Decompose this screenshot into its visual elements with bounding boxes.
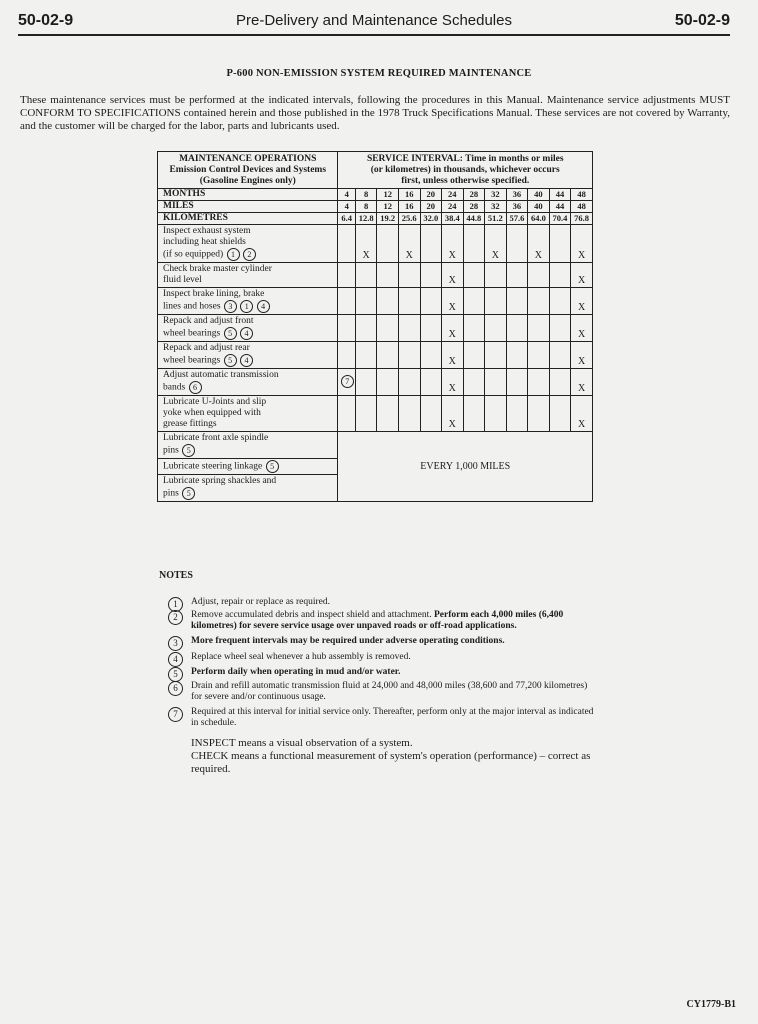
interval-value: 57.6 (506, 213, 528, 225)
note-reference-circle: 3 (224, 300, 237, 313)
note-text (191, 681, 596, 703)
interval-header-line: (or kilometres) in thousands, whichever occurs (370, 164, 560, 175)
interval-mark: X (528, 225, 550, 263)
operation-line: Repack and adjust rear (163, 343, 250, 353)
operation-line: Inspect exhaust system (163, 226, 251, 236)
note-text-plain: Adjust, repair or replace as required. (191, 597, 331, 607)
note-reference-circle: 5 (224, 327, 237, 340)
operation-row (158, 342, 593, 369)
interval-mark (420, 369, 442, 396)
lube-operation-row (158, 432, 593, 459)
note-number-circle: 5 (168, 667, 183, 682)
note-text-bold: Perform each 4,000 miles (6,400 kilometres) for severe service usage over unpaved roads or off-road applications. (191, 610, 564, 631)
operation-name (158, 263, 338, 288)
interval-mark (398, 342, 420, 369)
operation-line (163, 354, 332, 367)
note-number-circle: 1 (168, 597, 183, 612)
interval-mark (549, 263, 571, 288)
operation-name (158, 288, 338, 315)
note-number-circle: 2 (168, 610, 183, 625)
ops-header-line: MAINTENANCE OPERATIONS (179, 153, 317, 164)
operation-line: Lubricate U-Joints and slip (163, 397, 267, 407)
interval-mark (420, 263, 442, 288)
interval-mark (506, 396, 528, 432)
interval-mark (398, 396, 420, 432)
note-reference-circle: 2 (243, 248, 256, 261)
interval-mark (420, 288, 442, 315)
interval-mark (463, 369, 485, 396)
interval-mark (338, 396, 355, 432)
interval-value: 12 (377, 189, 399, 201)
interval-mark (463, 396, 485, 432)
interval-value: 12.8 (355, 213, 377, 225)
operation-name (158, 432, 338, 459)
interval-mark (485, 288, 507, 315)
operation-name (158, 396, 338, 432)
header-title: Pre-Delivery and Maintenance Schedules (236, 12, 512, 29)
footer-code: CY1779-B1 (686, 999, 736, 1010)
operation-line: Adjust automatic transmission (163, 370, 279, 380)
interval-mark: X (571, 342, 593, 369)
interval-value: 44.8 (463, 213, 485, 225)
operation-name (158, 459, 338, 475)
operation-line-text: grease fittings (163, 419, 217, 429)
operation-line (163, 460, 332, 473)
page-number-left: 50-02-9 (18, 12, 74, 29)
interval-row (158, 189, 593, 201)
interval-value: 16 (398, 189, 420, 201)
interval-value: 24 (442, 201, 464, 213)
maintenance-schedule-table (157, 151, 593, 502)
interval-mark: X (442, 396, 464, 432)
note-text (191, 707, 596, 729)
note-reference-circle: 6 (189, 381, 202, 394)
interval-mark (338, 369, 355, 396)
every-1000-miles-cell: EVERY 1,000 MILES (338, 432, 593, 502)
note-reference-circle: 1 (240, 300, 253, 313)
interval-header-cell (338, 152, 593, 189)
interval-mark: X (442, 225, 464, 263)
note-reference-circle: 5 (182, 444, 195, 457)
note-reference-circle: 5 (266, 460, 279, 473)
operation-row (158, 315, 593, 342)
interval-value: 32.0 (420, 213, 442, 225)
operation-row (158, 225, 593, 263)
operation-line: yoke when equipped with (163, 408, 261, 418)
interval-mark (355, 315, 377, 342)
interval-value: 24 (442, 189, 464, 201)
interval-mark: X (571, 315, 593, 342)
interval-value: 20 (420, 201, 442, 213)
note-text-plain: Required at this interval for initial service only. Thereafter, perform only at the major interval as indicated in schedule. (191, 707, 594, 728)
note-text (191, 652, 596, 663)
interval-value: 51.2 (485, 213, 507, 225)
interval-mark: X (571, 263, 593, 288)
operation-line-text: wheel bearings (163, 328, 221, 339)
interval-mark (485, 263, 507, 288)
operation-line (163, 381, 332, 394)
note-reference-circle: 1 (227, 248, 240, 261)
interval-value: 4 (338, 201, 355, 213)
interval-mark: X (571, 396, 593, 432)
ops-header-cell (158, 152, 338, 189)
interval-mark (528, 396, 550, 432)
interval-mark (377, 315, 399, 342)
interval-mark (463, 288, 485, 315)
interval-value: 8 (355, 189, 377, 201)
operation-line-text: bands (163, 382, 186, 393)
interval-mark (355, 288, 377, 315)
note-text (191, 610, 596, 632)
note-text (191, 667, 596, 678)
operation-line-text: Lubricate spring shackles and (163, 476, 277, 486)
interval-mark (549, 315, 571, 342)
interval-value: 20 (420, 189, 442, 201)
operation-row (158, 288, 593, 315)
operation-line: including heat shields (163, 237, 246, 247)
note-reference-circle: 4 (240, 354, 253, 367)
interval-mark: X (571, 225, 593, 263)
interval-mark (398, 263, 420, 288)
operation-line-text: fluid level (163, 275, 202, 285)
interval-mark: X (442, 288, 464, 315)
notes-title: NOTES (159, 570, 193, 581)
interval-mark (420, 225, 442, 263)
interval-mark (485, 369, 507, 396)
interval-value: 64.0 (528, 213, 550, 225)
interval-mark (506, 263, 528, 288)
note-reference-circle: 4 (240, 327, 253, 340)
note-text (191, 597, 596, 608)
interval-mark (549, 396, 571, 432)
interval-mark (485, 396, 507, 432)
operation-line (163, 433, 332, 444)
interval-value: 16 (398, 201, 420, 213)
operation-name (158, 342, 338, 369)
note-text-plain: Remove accumulated debris and inspect shield and attachment. (191, 610, 434, 620)
interval-mark: X (571, 288, 593, 315)
interval-mark (506, 342, 528, 369)
interval-mark: X (442, 342, 464, 369)
interval-mark (528, 288, 550, 315)
interval-row-label: MONTHS (158, 189, 338, 201)
note-text-plain: Replace wheel seal whenever a hub assembly is removed. (191, 652, 411, 662)
interval-mark (485, 315, 507, 342)
interval-row (158, 213, 593, 225)
definition-inspect: INSPECT means a visual observation of a system. (191, 737, 413, 749)
interval-mark (377, 369, 399, 396)
interval-mark (549, 369, 571, 396)
operation-line: Repack and adjust front (163, 316, 254, 326)
interval-mark (420, 315, 442, 342)
interval-mark (528, 315, 550, 342)
interval-row (158, 201, 593, 213)
operation-line-text: Lubricate steering linkage (163, 461, 263, 472)
interval-mark (549, 342, 571, 369)
operation-line (163, 419, 332, 430)
interval-mark (463, 315, 485, 342)
interval-value: 4 (338, 189, 355, 201)
note-reference-circle: 5 (224, 354, 237, 367)
interval-value: 36 (506, 189, 528, 201)
interval-value: 48 (571, 201, 593, 213)
interval-mark: X (442, 369, 464, 396)
interval-mark: X (571, 369, 593, 396)
interval-mark (355, 396, 377, 432)
interval-value: 40 (528, 189, 550, 201)
interval-mark: X (398, 225, 420, 263)
operation-row (158, 396, 593, 432)
interval-mark (338, 263, 355, 288)
interval-mark: X (485, 225, 507, 263)
operation-line (163, 476, 332, 487)
interval-mark (485, 342, 507, 369)
interval-mark (528, 369, 550, 396)
interval-mark (355, 342, 377, 369)
interval-mark (355, 369, 377, 396)
interval-value: 25.6 (398, 213, 420, 225)
interval-mark (377, 396, 399, 432)
interval-mark (338, 288, 355, 315)
interval-mark (463, 342, 485, 369)
interval-mark (528, 263, 550, 288)
operation-line (163, 300, 332, 313)
interval-mark (549, 288, 571, 315)
note-text-bold: More frequent intervals may be required under adverse operating conditions. (191, 636, 505, 646)
interval-value: 76.8 (571, 213, 593, 225)
interval-value: 44 (549, 201, 571, 213)
operation-line (163, 327, 332, 340)
interval-mark (398, 369, 420, 396)
interval-value: 19.2 (377, 213, 399, 225)
interval-row-label: MILES (158, 201, 338, 213)
section-title: P-600 NON-EMISSION SYSTEM REQUIRED MAINTENANCE (226, 68, 532, 79)
ops-header-line: (Gasoline Engines only) (199, 175, 296, 186)
interval-value: 6.4 (338, 213, 355, 225)
operation-row (158, 263, 593, 288)
page-number-right: 50-02-9 (674, 12, 730, 29)
intro-paragraph: These maintenance services must be performed at the indicated intervals, following the procedures in this Manual. Maintenance service adjustments MUST CONFORM TO SPECIFICATIONS contained herein and those published in the 1978 Truck Specifications Manual. These services are not covered by Warranty, and the customer will be charged for the labor, parts and lubricants used. (20, 94, 730, 132)
interval-value: 12 (377, 201, 399, 213)
operation-line-text: Lubricate front axle spindle (163, 433, 269, 443)
operation-name (158, 369, 338, 396)
operation-line-text: (if so equipped) (163, 249, 224, 260)
note-text (191, 636, 596, 647)
interval-mark (420, 396, 442, 432)
definition-check: CHECK means a functional measurement of system's operation (performance) – correct as required. (191, 750, 591, 775)
interval-value: 8 (355, 201, 377, 213)
interval-value: 44 (549, 189, 571, 201)
operation-line (163, 248, 332, 261)
note-number-circle: 7 (168, 707, 183, 722)
operation-line-text: pins (163, 488, 179, 499)
interval-mark (506, 225, 528, 263)
interval-mark (338, 315, 355, 342)
interval-mark (338, 342, 355, 369)
operation-line (163, 444, 332, 457)
note-reference-circle: 5 (182, 487, 195, 500)
page-header (18, 10, 730, 36)
note-number-circle: 4 (168, 652, 183, 667)
interval-mark (420, 342, 442, 369)
interval-header-line: SERVICE INTERVAL: Time in months or miles (366, 153, 564, 164)
interval-mark (506, 315, 528, 342)
interval-value: 36 (506, 201, 528, 213)
interval-value: 28 (463, 189, 485, 201)
interval-mark (463, 263, 485, 288)
interval-mark (506, 369, 528, 396)
operation-line (163, 487, 332, 500)
note-text-plain: Drain and refill automatic transmission fluid at 24,000 and 48,000 miles (38,600 and 77,200 kilometres) for severe and/or continuous usage. (191, 681, 588, 702)
interval-mark: X (442, 315, 464, 342)
interval-mark (398, 315, 420, 342)
note-number-circle: 6 (168, 681, 183, 696)
operation-line-text: lines and hoses (163, 301, 221, 312)
operation-line: Inspect brake lining, brake (163, 289, 265, 299)
operation-name (158, 225, 338, 263)
interval-value: 48 (571, 189, 593, 201)
interval-value: 38.4 (442, 213, 464, 225)
interval-value: 32 (485, 189, 507, 201)
operation-line-text: pins (163, 445, 179, 456)
operation-line-text: wheel bearings (163, 355, 221, 366)
ops-header-line: Emission Control Devices and Systems (169, 164, 327, 175)
operation-line (163, 275, 332, 286)
interval-mark (463, 225, 485, 263)
interval-header-line: first, unless otherwise specified. (401, 175, 530, 186)
note-reference-circle: 7 (341, 375, 354, 388)
interval-value: 70.4 (549, 213, 571, 225)
interval-mark: X (355, 225, 377, 263)
operation-name (158, 315, 338, 342)
operation-name (158, 475, 338, 502)
interval-row-label: KILOMETRES (158, 213, 338, 225)
interval-mark (377, 342, 399, 369)
interval-mark (528, 342, 550, 369)
interval-value: 40 (528, 201, 550, 213)
interval-mark (355, 263, 377, 288)
interval-mark (398, 288, 420, 315)
interval-mark (377, 263, 399, 288)
interval-mark (338, 225, 355, 263)
operation-line: Check brake master cylinder (163, 264, 272, 274)
interval-mark: X (442, 263, 464, 288)
operation-row (158, 369, 593, 396)
interval-mark (549, 225, 571, 263)
note-reference-circle: 4 (257, 300, 270, 313)
note-number-circle: 3 (168, 636, 183, 651)
interval-mark (377, 288, 399, 315)
note-text-bold: Perform daily when operating in mud and/or water. (191, 667, 401, 677)
interval-mark (377, 225, 399, 263)
interval-mark (506, 288, 528, 315)
interval-value: 28 (463, 201, 485, 213)
table-header-row (158, 152, 593, 189)
interval-value: 32 (485, 201, 507, 213)
